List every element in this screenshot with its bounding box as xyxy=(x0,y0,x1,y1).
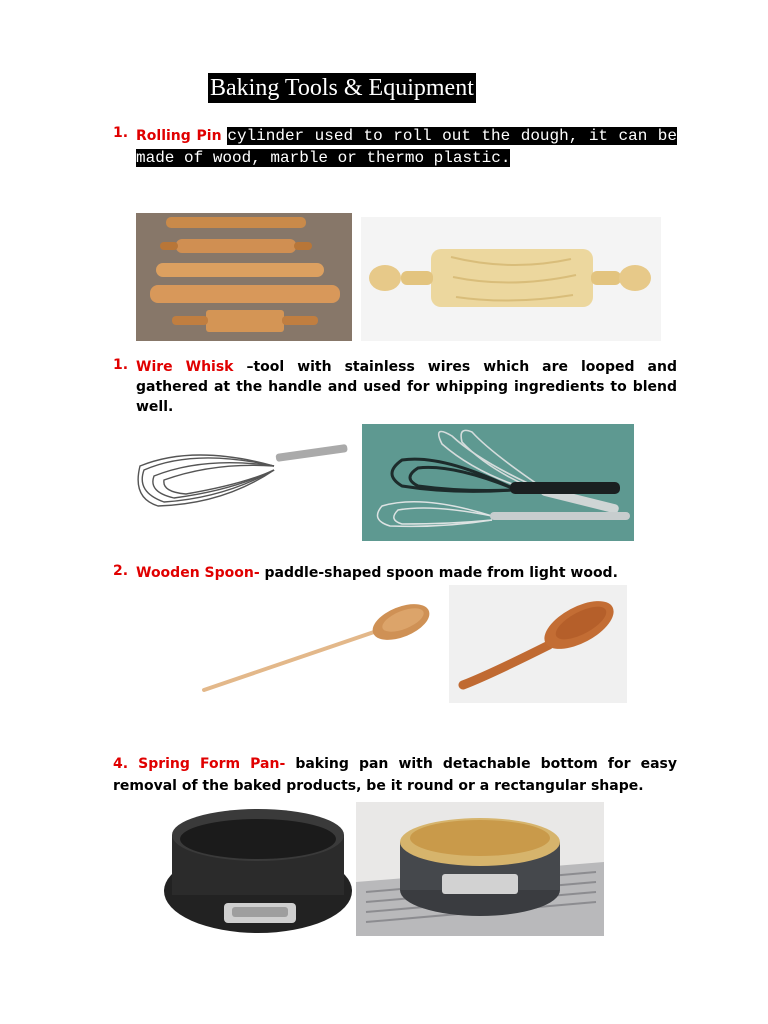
page-title: Baking Tools & Equipment xyxy=(210,75,474,101)
item-wire-whisk xyxy=(113,357,677,417)
item-description: cylinder used to roll out the dough, it can be made of wood, marble or thermo plastic. xyxy=(136,127,678,167)
item-description: –tool with stainless wires which are looped and gathered at the handle and used for whipping ingredients to blend well. xyxy=(136,359,677,415)
item-number: 1. xyxy=(113,125,129,141)
wooden-spoon-long-image xyxy=(196,600,436,696)
item-number: 4. xyxy=(113,756,129,772)
item-spring-form-pan xyxy=(113,753,677,797)
item-name: Spring Form Pan- xyxy=(138,756,286,772)
item-number: 1. xyxy=(113,357,129,373)
rolling-pin-handles-image xyxy=(361,217,661,341)
whisks-green-background-image xyxy=(362,424,634,541)
wire-whisk-image xyxy=(134,440,352,514)
springform-pan-empty-image xyxy=(158,805,358,937)
item-description: paddle-shaped spoon made from light wood. xyxy=(264,565,618,581)
item-name: Rolling Pin xyxy=(136,128,222,144)
springform-pan-cake-image xyxy=(356,802,604,936)
item-wooden-spoon xyxy=(113,563,677,583)
item-rolling-pin xyxy=(113,125,677,169)
item-name: Wire Whisk xyxy=(136,359,234,375)
wooden-spoon-short-image xyxy=(449,585,627,703)
item-number: 2. xyxy=(113,563,129,579)
item-description: baking pan with detachable bottom for easy removal of the baked products, be it round or a rectangular shape. xyxy=(113,756,678,794)
rolling-pins-wood-image xyxy=(136,213,352,341)
item-name: Wooden Spoon- xyxy=(136,565,260,581)
